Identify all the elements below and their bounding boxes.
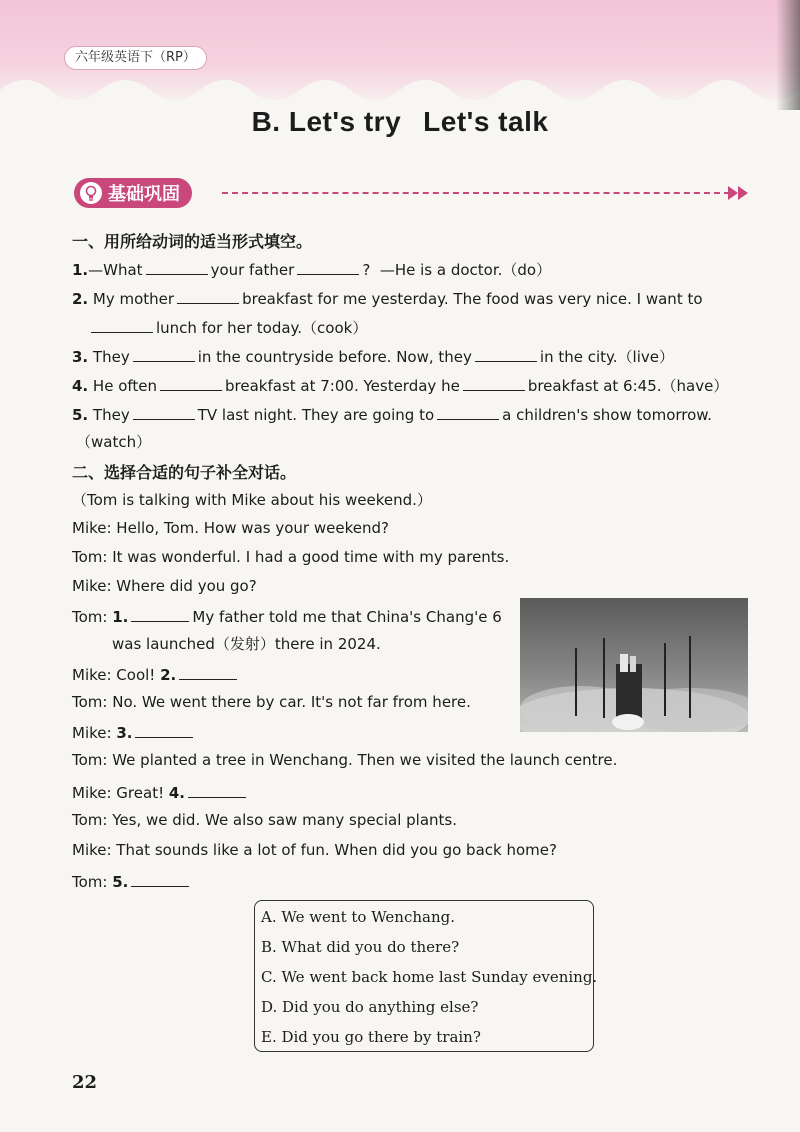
- part1-heading: 一、用所给动词的适当形式填空。: [72, 232, 313, 251]
- dialogue-line: Tom: We planted a tree in Wenchang. Then we visited the launch centre.: [72, 751, 618, 769]
- option-a: A. We went to Wenchang.: [261, 908, 455, 926]
- question-5: 5. They TV last night. They are going to a children's show tomorrow.: [72, 403, 712, 425]
- dialogue-line: Mike: Cool! 2.: [72, 663, 240, 685]
- answer-blank[interactable]: [133, 345, 195, 362]
- dialogue-line: Mike: Great! 4.: [72, 781, 249, 803]
- dialogue-line: Tom: Yes, we did. We also saw many special plants.: [72, 811, 458, 829]
- option-e: E. Did you go there by train?: [261, 1028, 481, 1046]
- section-badge-label: 基础巩固: [108, 184, 180, 205]
- answer-blank[interactable]: [131, 870, 189, 887]
- title-part-2: Let's talk: [423, 106, 549, 137]
- dialogue-line: Mike: 3.: [72, 721, 196, 743]
- header-wave: [0, 70, 800, 110]
- dialogue-line: Mike: That sounds like a lot of fun. When did you go back home?: [72, 841, 557, 859]
- dialogue-intro: （Tom is talking with Mike about his weekend.）: [72, 491, 432, 509]
- answer-blank[interactable]: [297, 258, 359, 275]
- option-d: D. Did you do anything else?: [261, 998, 479, 1016]
- option-b: B. What did you do there?: [261, 938, 460, 956]
- dialogue-line: Mike: Hello, Tom. How was your weekend?: [72, 519, 389, 537]
- answer-blank[interactable]: [177, 287, 239, 304]
- question-4: 4. He often breakfast at 7:00. Yesterday he breakfast at 6:45.（have）: [72, 374, 728, 396]
- page-edge-shadow: [776, 0, 800, 110]
- answer-blank[interactable]: [91, 316, 153, 333]
- section-badge: [74, 178, 192, 208]
- question-2: 2. My mother breakfast for me yesterday. The food was very nice. I want to: [72, 287, 703, 309]
- launch-site-photo: [520, 598, 748, 732]
- answer-blank[interactable]: [437, 403, 499, 420]
- question-1: 1.—What your father ? —He is a doctor.（do）: [72, 258, 551, 280]
- section-divider: [222, 192, 730, 194]
- dialogue-line: Tom: 5.: [72, 870, 192, 892]
- page-number: 22: [72, 1072, 98, 1093]
- question-5-hint: （watch）: [76, 433, 152, 451]
- lightbulb-icon: [80, 182, 102, 204]
- dialogue-line: was launched（发射）there in 2024.: [112, 635, 381, 653]
- title-part-1: B. Let's try: [251, 106, 402, 137]
- answer-blank[interactable]: [475, 345, 537, 362]
- dialogue-line: Tom: No. We went there by car. It's not far from here.: [72, 693, 471, 711]
- option-c: C. We went back home last Sunday evening.: [261, 968, 598, 986]
- dialogue-line: Tom: 1. My father told me that China's Chang'e 6: [72, 605, 502, 627]
- answer-blank[interactable]: [188, 781, 246, 798]
- dialogue-line: Mike: Where did you go?: [72, 577, 257, 595]
- answer-blank[interactable]: [160, 374, 222, 391]
- answer-blank[interactable]: [463, 374, 525, 391]
- answer-blank[interactable]: [133, 403, 195, 420]
- dialogue-line: Tom: It was wonderful. I had a good time with my parents.: [72, 548, 510, 566]
- answer-blank[interactable]: [146, 258, 208, 275]
- question-2-cont: lunch for her today.（cook）: [88, 316, 367, 338]
- question-3: 3. They in the countryside before. Now, they in the city.（live）: [72, 345, 674, 367]
- page-title: [0, 106, 800, 138]
- double-arrow-icon: [728, 184, 752, 202]
- part2-heading: 二、选择合适的句子补全对话。: [72, 463, 297, 482]
- answer-blank[interactable]: [131, 605, 189, 622]
- answer-blank[interactable]: [135, 721, 193, 738]
- book-label: 六年级英语下（RP）: [64, 46, 207, 70]
- answer-blank[interactable]: [179, 663, 237, 680]
- options-box: [254, 900, 598, 1052]
